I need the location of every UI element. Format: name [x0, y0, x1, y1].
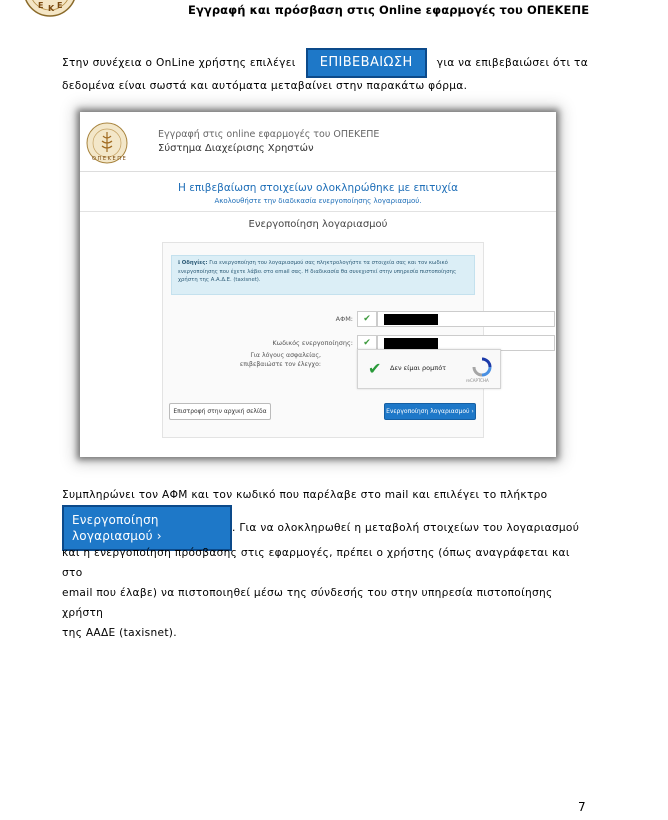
recaptcha-logo-icon	[470, 356, 494, 378]
screenshot-title: Εγγραφή στις online εφαρμογές του ΟΠΕΚΕΠΕ	[158, 129, 380, 140]
activation-heading: Ενεργοποίηση λογαριασμού	[248, 219, 388, 230]
activation-code-label: Κωδικός ενεργοποίησης:	[272, 339, 353, 347]
opekepe-seal-icon	[22, 0, 78, 18]
body-line-4: email που έλαβε) να πιστοποιηθεί μέσω της σύνδεσής του στην υπηρεσία πιστοποίησης χρήστη	[62, 587, 553, 619]
body-line-3: και η ενεργοποίηση πρόσβασης στις εφαρμογές, πρέπει ο χρήστης (όπως αναγράφεται και στο	[62, 547, 570, 579]
instructions-label: Οδηγίες:	[181, 260, 208, 266]
redaction	[384, 338, 438, 349]
body-line-2: . Για να ολοκληρωθεί η μεταβολή στοιχείων του λογαριασμού	[232, 522, 580, 534]
svg-text:Ε: Ε	[57, 1, 63, 10]
afm-label: ΑΦΜ:	[335, 315, 353, 323]
divider	[80, 211, 556, 212]
svg-text:Ο Π Ε Κ Ε Π Ε: Ο Π Ε Κ Ε Π Ε	[92, 156, 126, 162]
captcha-brand: reCAPTCHA	[466, 378, 489, 383]
redaction	[384, 314, 438, 325]
intro-paragraph	[62, 48, 588, 96]
activation-form	[162, 242, 489, 438]
back-home-button[interactable]: Επιστροφή στην αρχική σελίδα	[169, 403, 271, 420]
intro-line-2: δεδομένα είναι σωστά και αυτόματα μεταβαίνει στην παρακάτω φόρμα.	[62, 80, 468, 92]
svg-text:Ε: Ε	[38, 1, 44, 10]
intro-text-after: για να επιβεβαιώσει ότι τα	[436, 57, 588, 69]
screenshot-header	[80, 112, 556, 172]
activate-account-button[interactable]: Ενεργοποίηση λογαριασμού ›	[384, 403, 476, 420]
info-icon: ℹ	[178, 260, 182, 266]
opekepe-logo-icon	[86, 122, 128, 164]
captcha-text: Δεν είμαι ρομπότ	[390, 364, 447, 372]
confirm-button-image: ΕΠΙΒΕΒΑΙΩΣΗ	[306, 48, 427, 78]
body-line-1: Συμπληρώνει τον ΑΦΜ και τον κωδικό που παρέλαβε στο mail και επιλέγει το πλήκτρο	[62, 489, 548, 501]
recaptcha-widget[interactable]	[357, 349, 501, 389]
page-header	[0, 0, 668, 22]
embedded-screenshot	[80, 112, 556, 457]
body-line-5: της ΑΑΔΕ (taxisnet).	[62, 627, 177, 639]
green-check-icon: ✔	[368, 359, 382, 378]
intro-text-before: Στην συνέχεια ο OnLine χρήστης επιλέγει	[62, 57, 296, 69]
instructions-box	[171, 255, 475, 295]
afm-input[interactable]	[377, 311, 555, 327]
success-title: Η επιβεβαίωση στοιχείων ολοκληρώθηκε με επιτυχία	[177, 182, 459, 194]
svg-text:Κ: Κ	[48, 4, 55, 13]
body-paragraph	[62, 485, 588, 643]
success-subtitle: Ακολουθήστε την διαδικασία ενεργοποίησης λογαριασμού.	[214, 197, 422, 205]
screenshot-subtitle: Σύστημα Διαχείρισης Χρηστών	[158, 143, 314, 154]
afm-check-icon: ✔	[357, 311, 377, 327]
activation-code-check-icon: ✔	[357, 335, 377, 351]
page-number: 7	[578, 800, 586, 814]
activate-account-button-image: Ενεργοποίηση λογαριασμού ›	[62, 505, 232, 551]
document-header-title: Εγγραφή και πρόσβαση στις Online εφαρμογές του ΟΠΕΚΕΠΕ	[188, 3, 590, 17]
instructions-text: Για ενεργοποίηση του λογαριασμού σας πληκτρολογήστε τα στοιχεία σας και τον κωδικό ενεργοποίησης που έχετε λάβει στο email σας. Η διαδικασία θα συνεχιστεί στην υπηρεσία πιστοποίησης χρήστη της Α.Α.Δ.Ε. (taxisnet).	[178, 260, 457, 283]
captcha-label: Για λόγους ασφαλείας, επιβεβαιώστε τον έλεγχο:	[239, 352, 321, 368]
